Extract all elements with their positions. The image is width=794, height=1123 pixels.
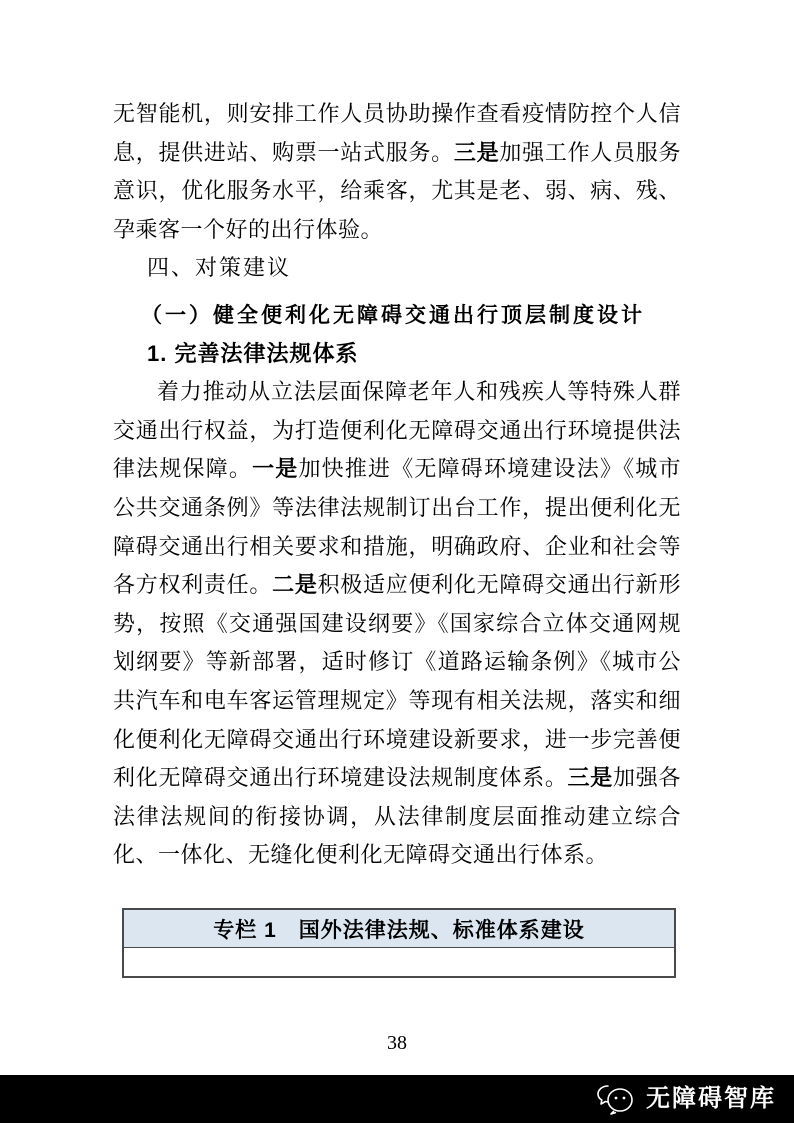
paragraph-text: 加强工作人员服务意识，优化服务水平，给乘客，尤其是老、弱、病、残、孕乘客一个好的出行体验。 [113,139,681,242]
column-box-title [124,910,674,948]
text-content [113,95,681,875]
paragraph-text: 加强各法律法规间的衔接协调，从法律制度层面推动建立综合化、一体化、无缝化便利化无障碍交通出行体系。 [113,765,681,868]
paragraph [113,95,681,249]
chat-bubbles-logo-icon [594,1082,638,1116]
paragraph-text-bold: 三是 [567,765,614,791]
subsection-heading: （一）健全便利化无障碍交通出行顶层制度设计 [141,302,645,327]
paragraph-text-bold: 二是 [272,572,318,598]
page-number: 38 [387,1032,407,1054]
point-heading: 1. 完善法律法规体系 [147,340,359,366]
paragraph-text: 无智能机，则安排工作人员协助操作查看疫情防控个人信息，提供进站、购票一站式服务。 [113,101,681,165]
footer-brand-text: 无障碍智库 [646,1085,776,1112]
column-box-empty-row [124,948,674,976]
paragraph-text: 着力推动从立法层面保障老年人和残疾人等特殊人群交通出行权益，为打造便利化无障碍交通出行环境提供法律法规保障。 [113,379,681,482]
paragraph-text: 积极适应便利化无障碍交通出行新形势，按照《交通强国建设纲要》《国家综合立体交通网规划纲要》等新部署，适时修订《道路运输条例》《城市公共汽车和电车客运管理规定》等现有相关法规，落实和细化便利化无障碍交通出行环境建设新要求，进一步完善便利化无障碍交通出行环境建设法规制度体系。 [113,572,681,791]
paragraph-text: 加快推进《无障碍环境建设法》《城市公共交通条例》等法律法规制订出台工作，提出便利化无障碍交通出行相关要求和措施，明确政府、企业和社会等各方权利责任。 [113,456,681,598]
paragraph-text-bold: 三是 [453,139,500,165]
column-box-table [122,908,676,978]
footer-watermark-bar [0,1075,794,1123]
column-box-title-text: 专栏 1 国外法律法规、标准体系建设 [213,918,585,942]
section-heading: 四、对策建议 [147,255,292,281]
paragraph [113,373,681,875]
paragraph-text-bold: 一是 [252,456,299,482]
